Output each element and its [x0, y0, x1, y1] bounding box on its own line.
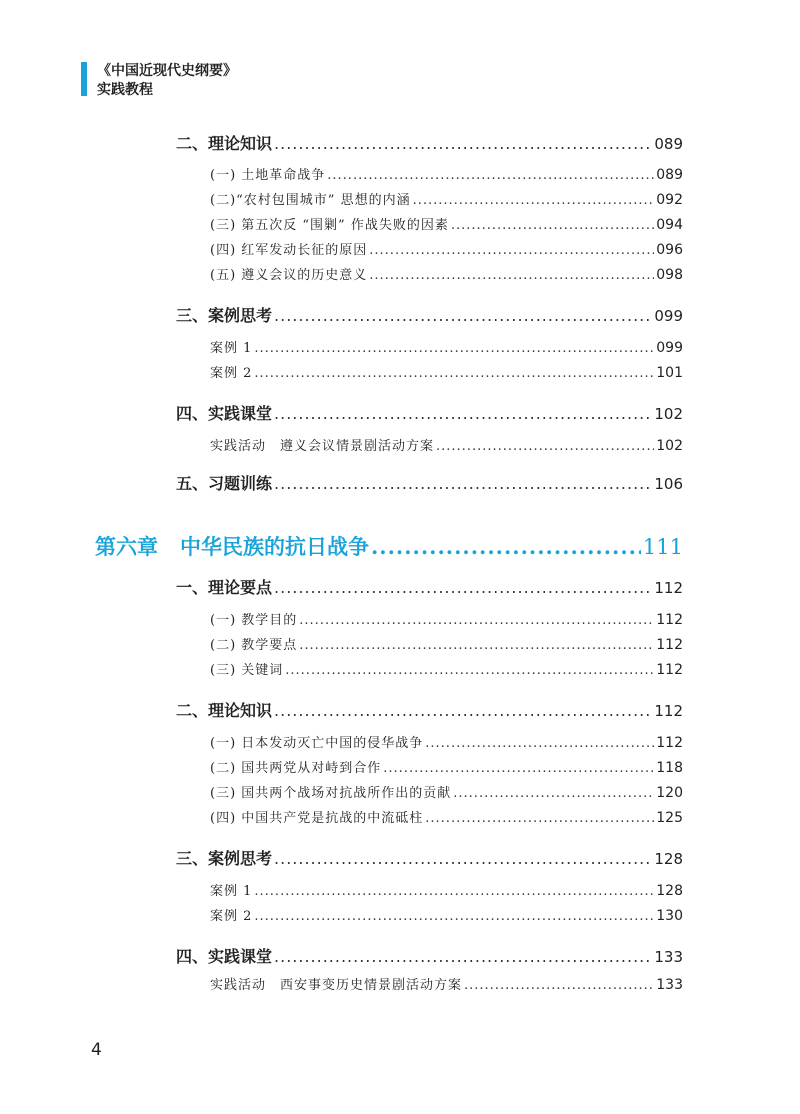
toc-entry-label: (二) 国共两党从对峙到合作: [210, 761, 382, 776]
toc-entry-label: 实践活动 遵义会议情景剧活动方案: [210, 439, 435, 454]
toc-subsection-entry[interactable]: [210, 214, 683, 233]
dot-leader: [425, 811, 654, 826]
dot-leader: [274, 849, 652, 868]
toc-subsection-entry[interactable]: [210, 757, 683, 776]
dot-leader: [453, 786, 654, 801]
toc-section-entry[interactable]: [176, 471, 683, 494]
book-subtitle: 实践教程: [97, 82, 153, 98]
book-title: 《中国近现代史纲要》: [97, 63, 237, 79]
toc-entry-label: 案例 2: [210, 366, 253, 381]
toc-entry-label: 四、实践课堂: [176, 947, 273, 966]
dot-leader: [413, 193, 655, 208]
toc-subsection-entry[interactable]: [210, 264, 683, 283]
toc-section-entry[interactable]: [176, 698, 683, 721]
toc-section-entry[interactable]: [176, 131, 683, 154]
toc-entry-page: 112: [654, 579, 683, 597]
dot-leader: [299, 638, 654, 653]
toc-entry-label: 一、理论要点: [176, 578, 273, 597]
toc-entry-label: 三、案例思考: [176, 306, 273, 325]
toc-subsection-entry[interactable]: [210, 974, 683, 993]
toc-entry-page: 112: [656, 662, 683, 678]
toc-entry-page: 092: [656, 192, 683, 208]
toc-subsection-entry[interactable]: [210, 164, 683, 183]
dot-leader: [274, 701, 652, 720]
dot-leader: [383, 761, 654, 776]
toc-entry-page: 099: [654, 307, 683, 325]
dot-leader: [371, 534, 641, 559]
toc-subsection-entry[interactable]: [210, 807, 683, 826]
toc-entry-label: 案例 1: [210, 341, 253, 356]
dot-leader: [274, 578, 652, 597]
toc-entry-page: 111: [642, 535, 683, 559]
toc-entry-page: 099: [656, 340, 683, 356]
dot-leader: [274, 404, 652, 423]
dot-leader: [254, 341, 654, 356]
toc-subsection-entry[interactable]: [210, 337, 683, 356]
toc-entry-label: (三) 关键词: [210, 663, 284, 678]
toc-entry-label: (三) 国共两个战场对抗战所作出的贡献: [210, 786, 452, 801]
toc-entry-label: (三) 第五次反 “围剿” 作战失败的因素: [210, 218, 449, 233]
dot-leader: [369, 268, 654, 283]
toc-entry-label: 二、理论知识: [176, 134, 273, 153]
toc-chapter-entry[interactable]: [95, 531, 683, 561]
toc-entry-label: (五) 遵义会议的历史意义: [210, 268, 368, 283]
toc-entry-label: 实践活动 西安事变历史情景剧活动方案: [210, 978, 463, 993]
toc-subsection-entry[interactable]: [210, 634, 683, 653]
toc-entry-label: (一) 日本发动灭亡中国的侵华战争: [210, 736, 424, 751]
toc-subsection-entry[interactable]: [210, 782, 683, 801]
toc-section-entry[interactable]: [176, 944, 683, 967]
toc-entry-label: (四) 红军发动长征的原因: [210, 243, 368, 258]
toc-subsection-entry[interactable]: [210, 905, 683, 924]
toc-entry-page: 089: [656, 167, 683, 183]
dot-leader: [285, 663, 654, 678]
toc-subsection-entry[interactable]: [210, 659, 683, 678]
toc-section-entry[interactable]: [176, 575, 683, 598]
toc-entry-label: (二) 教学要点: [210, 638, 298, 653]
dot-leader: [254, 909, 654, 924]
toc-subsection-entry[interactable]: [210, 609, 683, 628]
dot-leader: [299, 613, 654, 628]
toc-entry-page: 125: [656, 810, 683, 826]
toc-entry-page: 112: [654, 702, 683, 720]
toc-subsection-entry[interactable]: [210, 239, 683, 258]
toc-subsection-entry[interactable]: [210, 732, 683, 751]
dot-leader: [464, 978, 654, 993]
toc-entry-page: 106: [654, 475, 683, 493]
chapter-number: 第六章: [95, 534, 158, 559]
toc-entry-page: 112: [656, 735, 683, 751]
dot-leader: [254, 366, 654, 381]
toc-entry-page: 133: [656, 977, 683, 993]
toc-entry-label: 三、案例思考: [176, 849, 273, 868]
toc-subsection-entry[interactable]: [210, 362, 683, 381]
toc-entry-page: 128: [656, 883, 683, 899]
dot-leader: [451, 218, 654, 233]
toc-subsection-entry[interactable]: [210, 435, 683, 454]
toc-entry-label: (一) 教学目的: [210, 613, 298, 628]
dot-leader: [327, 168, 654, 183]
toc-subsection-entry[interactable]: [210, 880, 683, 899]
toc-entry-page: 128: [654, 850, 683, 868]
toc-entry-label: 案例 1: [210, 884, 253, 899]
dot-leader: [436, 439, 654, 454]
dot-leader: [274, 306, 652, 325]
toc-entry-page: 102: [656, 438, 683, 454]
toc-section-entry[interactable]: [176, 303, 683, 326]
toc-entry-page: 089: [654, 135, 683, 153]
toc-entry-label: (二)“农村包围城市” 思想的内涵: [210, 193, 411, 208]
toc-entry-page: 112: [656, 612, 683, 628]
toc-entry-page: 098: [656, 267, 683, 283]
toc-entry-label: 案例 2: [210, 909, 253, 924]
toc-entry-page: 120: [656, 785, 683, 801]
toc-entry-page: 094: [656, 217, 683, 233]
toc-entry-label: (一) 土地革命战争: [210, 168, 326, 183]
header-accent-bar: [81, 62, 87, 96]
toc-entry-page: 133: [654, 948, 683, 966]
toc-entry-page: 112: [656, 637, 683, 653]
toc-entry-label: (四) 中国共产党是抗战的中流砥柱: [210, 811, 424, 826]
toc-entry-page: 101: [656, 365, 683, 381]
toc-entry-page: 096: [656, 242, 683, 258]
dot-leader: [274, 134, 652, 153]
toc-entry-page: 118: [656, 760, 683, 776]
toc-section-entry[interactable]: [176, 401, 683, 424]
toc-section-entry[interactable]: [176, 846, 683, 869]
toc-entry-page: 102: [654, 405, 683, 423]
dot-leader: [254, 884, 654, 899]
toc-entry-label: 中华民族的抗日战争: [180, 534, 369, 559]
toc-entry-label: 四、实践课堂: [176, 404, 273, 423]
toc-entry-page: 130: [656, 908, 683, 924]
toc-subsection-entry[interactable]: [210, 189, 683, 208]
toc-entry-label: 二、理论知识: [176, 701, 273, 720]
toc-entry-label: 五、习题训练: [176, 474, 273, 493]
dot-leader: [274, 947, 652, 966]
dot-leader: [369, 243, 654, 258]
dot-leader: [274, 474, 652, 493]
dot-leader: [425, 736, 654, 751]
page-number: 4: [91, 1040, 102, 1060]
